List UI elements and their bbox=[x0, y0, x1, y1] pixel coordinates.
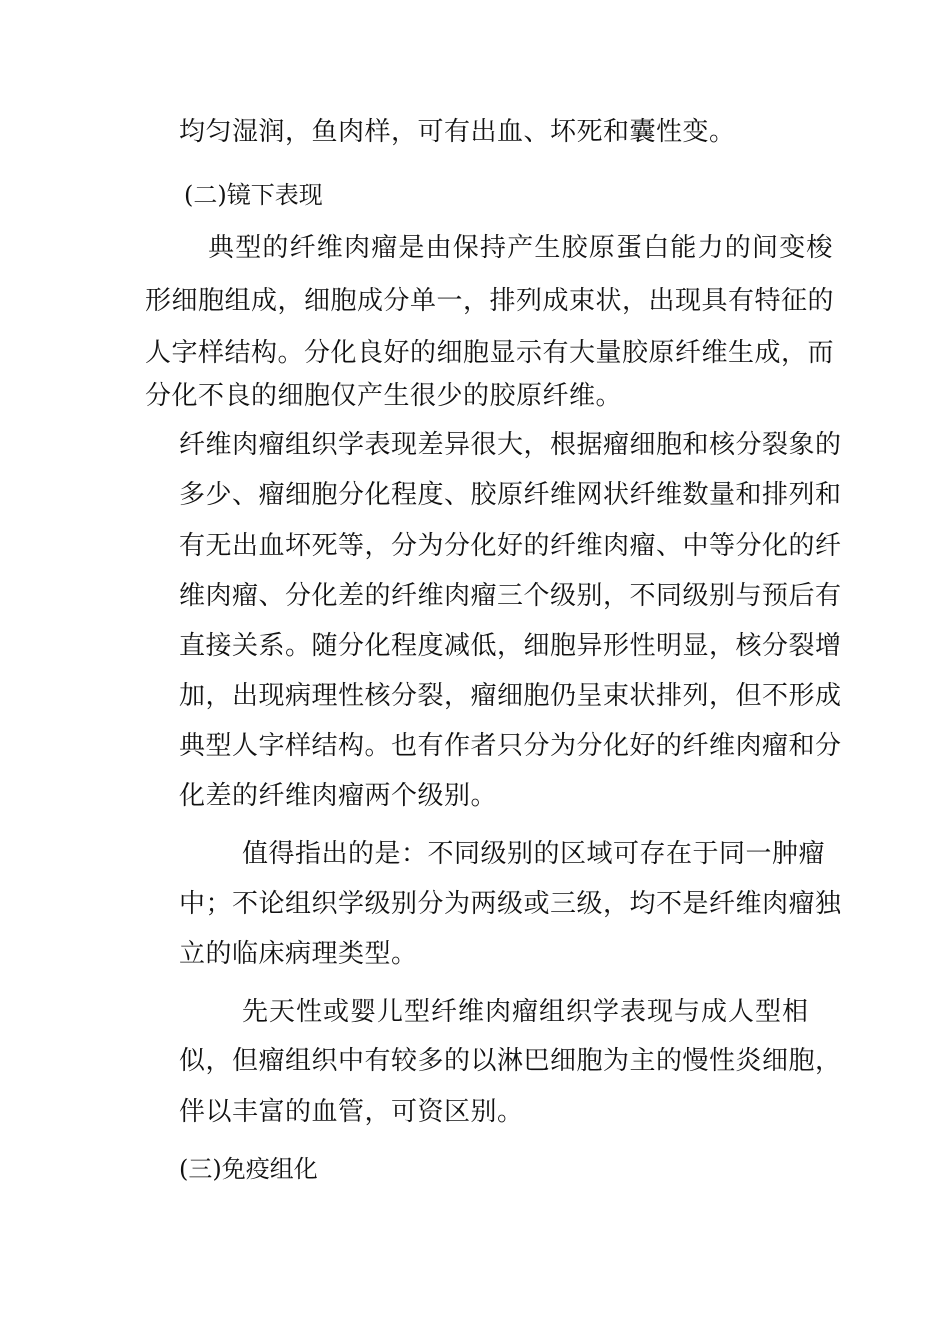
typical-line-3: 人字样结构。分化良好的细胞显示有大量胶原纤维生成，而 bbox=[145, 338, 835, 368]
typical-line-1: 典型的纤维肉瘤是由保持产生胶原蛋白能力的间变梭 bbox=[208, 233, 834, 263]
grading-line-6: 加，出现病理性核分裂，瘤细胞仍呈束状排列，但不形成 bbox=[179, 681, 842, 711]
infant-line-3: 伴以丰富的血管，可资区别。 bbox=[179, 1097, 524, 1127]
grading-line-1: 纤维肉瘤组织学表现差异很大，根据瘤细胞和核分裂象的 bbox=[179, 430, 842, 460]
note-line-1: 值得指出的是：不同级别的区域可存在于同一肿瘤 bbox=[242, 839, 826, 869]
grading-line-4: 维肉瘤、分化差的纤维肉瘤三个级别，不同级别与预后有 bbox=[179, 581, 842, 611]
typical-line-2: 形细胞组成，细胞成分单一，排列成束状，出现具有特征的 bbox=[145, 286, 835, 316]
section-heading-immunohistochemistry: (三)免疫组化 bbox=[179, 1155, 318, 1183]
infant-line-2: 似，但瘤组织中有较多的以淋巴细胞为主的慢性炎细胞， bbox=[179, 1046, 842, 1076]
grading-line-8: 化差的纤维肉瘤两个级别。 bbox=[179, 781, 498, 811]
intro-line-1: 均匀湿润，鱼肉样，可有出血、坏死和囊性变。 bbox=[179, 117, 736, 147]
note-line-3: 立的临床病理类型。 bbox=[179, 939, 418, 969]
typical-line-4: 分化不良的细胞仅产生很少的胶原纤维。 bbox=[145, 381, 623, 411]
note-line-2: 中；不论组织学级别分为两级或三级，均不是纤维肉瘤独 bbox=[179, 889, 842, 919]
infant-line-1: 先天性或婴儿型纤维肉瘤组织学表现与成人型相 bbox=[242, 997, 810, 1027]
grading-line-7: 典型人字样结构。也有作者只分为分化好的纤维肉瘤和分 bbox=[179, 731, 842, 761]
grading-line-3: 有无出血坏死等，分为分化好的纤维肉瘤、中等分化的纤 bbox=[179, 531, 842, 561]
grading-line-5: 直接关系。随分化程度减低，细胞异形性明显，核分裂增 bbox=[179, 631, 842, 661]
section-heading-microscopic: (二)镜下表现 bbox=[184, 181, 323, 209]
grading-line-2: 多少、瘤细胞分化程度、胶原纤维网状纤维数量和排列和 bbox=[179, 480, 842, 510]
